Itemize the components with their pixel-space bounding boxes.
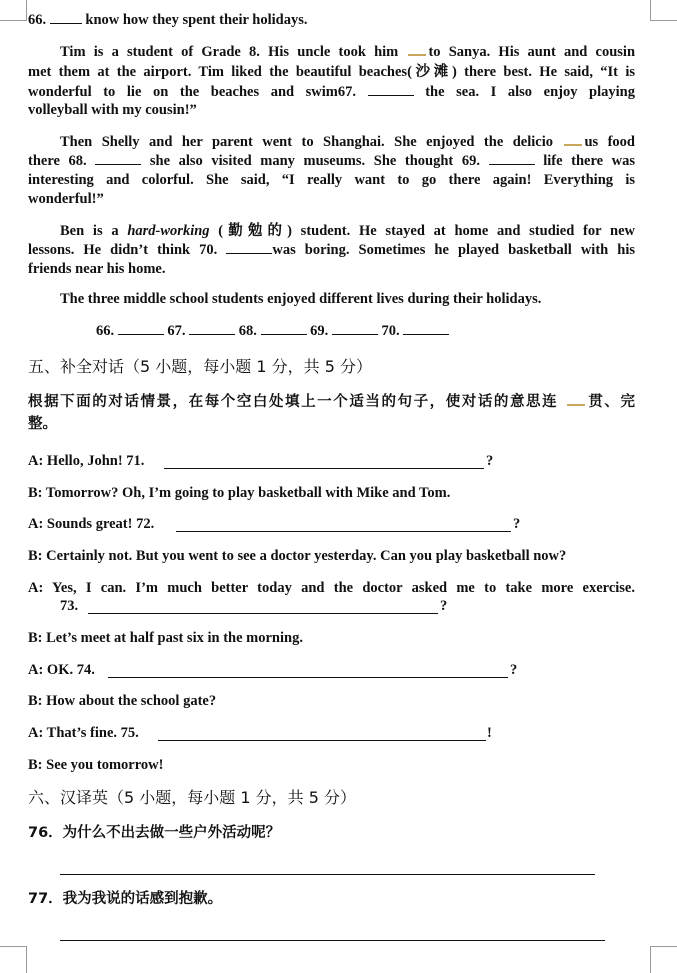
dialogue-punct: ? — [510, 662, 518, 678]
dialogue-punct: ? — [440, 598, 448, 614]
answer-blank[interactable] — [403, 322, 449, 335]
paragraph-shelly-line-3: interesting and colorful. She said, “I really want to go there again! Everything is — [28, 172, 635, 188]
text: the sea. I also enjoy playing — [425, 84, 635, 100]
answer-blank[interactable] — [50, 11, 82, 24]
dialogue-line-b5: B: See you tomorrow! — [28, 757, 164, 773]
page-corner-mark — [650, 0, 677, 21]
dialogue-line-b2: B: Certainly not. But you went to see a doctor yesterday. Can you play basketball now? — [28, 548, 567, 564]
dialogue-punct: ? — [513, 516, 521, 532]
answer-blank-69[interactable] — [489, 152, 535, 165]
text: there 68. — [28, 153, 87, 169]
section-5-title: 五、补全对话（5 小题，每小题 1 分，共 5 分） — [28, 357, 372, 376]
dialogue-punct: ? — [486, 453, 494, 469]
section-5-instructions-cont: 整。 — [28, 416, 57, 432]
answer-line-72[interactable] — [176, 531, 511, 532]
dialogue-line-a71: A: Hello, John! 71. — [28, 453, 145, 469]
dialogue-number-73: 73. — [60, 598, 79, 614]
answer-blanks-row — [96, 322, 449, 340]
text: life there was — [543, 153, 636, 169]
section-6-title: 六、汉译英（5 小题，每小题 1 分，共 5 分） — [28, 788, 356, 807]
answer-line-76[interactable] — [60, 874, 595, 875]
fill-mark — [408, 44, 426, 56]
answer-line-74[interactable] — [108, 677, 508, 678]
answer-blank-68[interactable] — [95, 152, 141, 165]
dialogue-line-b4: B: How about the school gate? — [28, 693, 217, 709]
page-corner-mark — [650, 946, 677, 973]
blank-label: 67. — [167, 323, 186, 339]
answer-blank[interactable] — [118, 322, 164, 335]
dialogue-punct: ! — [487, 725, 492, 741]
blank-label: 66. — [96, 323, 115, 339]
text: lessons. He didn’t think 70. — [28, 242, 218, 258]
answer-blank-67[interactable] — [368, 83, 414, 96]
text: us food — [584, 134, 635, 150]
dialogue-line-a72: A: Sounds great! 72. — [28, 516, 155, 532]
blank-label: 70. — [381, 323, 400, 339]
paragraph-shelly-line-4: wonderful!” — [28, 191, 104, 207]
fill-mark — [567, 394, 585, 406]
text: she also visited many museums. She thought 69. — [149, 153, 480, 169]
page-corner-mark — [0, 0, 27, 21]
answer-line-77[interactable] — [60, 940, 605, 941]
fill-mark — [564, 134, 582, 146]
dialogue-line-b1: B: Tomorrow? Oh, I’m going to play basketball with Mike and Tom. — [28, 485, 451, 501]
question-number: 66. — [28, 12, 47, 28]
text: wonderful to lie on the beaches and swim67. — [28, 84, 357, 100]
text: to Sanya. His aunt and cousin — [428, 44, 636, 60]
italic-term: hard-working — [127, 223, 210, 239]
text: Tim is a student of Grade 8. His uncle took him — [60, 44, 399, 60]
answer-blank[interactable] — [189, 322, 235, 335]
paragraph-tim-line-3 — [28, 83, 635, 101]
dialogue-line-a73: A: Yes, I can. I’m much better today and the doctor asked me to take more exercise. — [28, 580, 635, 596]
paragraph-ben-line-2 — [28, 241, 635, 259]
text: was boring. Sometimes he played basketball with his — [272, 242, 635, 258]
question-text: know how they spent their holidays. — [85, 12, 308, 28]
question-76: 76．为什么不出去做一些户外活动呢？ — [28, 825, 281, 841]
paragraph-tim-line-2: met them at the airport. Tim liked the beautiful beaches(沙滩) there best. He said, “It is — [28, 64, 635, 80]
question-77: 77．我为我说的话感到抱歉。 — [28, 891, 223, 907]
answer-line-75[interactable] — [158, 740, 486, 741]
dialogue-line-a74: A: OK. 74. — [28, 662, 95, 678]
text: Then Shelly and her parent went to Shanghai. She enjoyed the delicio — [60, 134, 553, 150]
text: Ben is a — [60, 223, 119, 239]
answer-blank[interactable] — [261, 322, 307, 335]
question-66-line — [28, 11, 307, 29]
answer-line-73[interactable] — [88, 613, 438, 614]
paragraph-ben-line-3: friends near his home. — [28, 261, 166, 277]
paragraph-ben-line-1 — [28, 222, 635, 240]
paragraph-summary: The three middle school students enjoyed different lives during their holidays. — [60, 291, 542, 307]
text: 根据下面的对话情景，在每个空白处填上一个适当的句子，使对话的意思连 — [28, 394, 559, 410]
blank-label: 68. — [238, 323, 257, 339]
paragraph-shelly-line-1 — [28, 133, 635, 151]
paragraph-tim-line-1 — [28, 43, 635, 61]
text: (勤勉的) student. He stayed at home and studied for new — [218, 223, 636, 239]
answer-blank[interactable] — [332, 322, 378, 335]
answer-line-71[interactable] — [164, 468, 484, 469]
blank-label: 69. — [310, 323, 329, 339]
answer-blank-70[interactable] — [226, 241, 272, 254]
dialogue-line-a75: A: That’s fine. 75. — [28, 725, 139, 741]
page-corner-mark — [0, 946, 27, 973]
dialogue-line-b3: B: Let’s meet at half past six in the morning. — [28, 630, 303, 646]
paragraph-tim-line-4: volleyball with my cousin!” — [28, 102, 197, 118]
text: 贯、完 — [586, 394, 635, 410]
section-5-instructions — [28, 393, 635, 411]
paragraph-shelly-line-2 — [28, 152, 635, 170]
